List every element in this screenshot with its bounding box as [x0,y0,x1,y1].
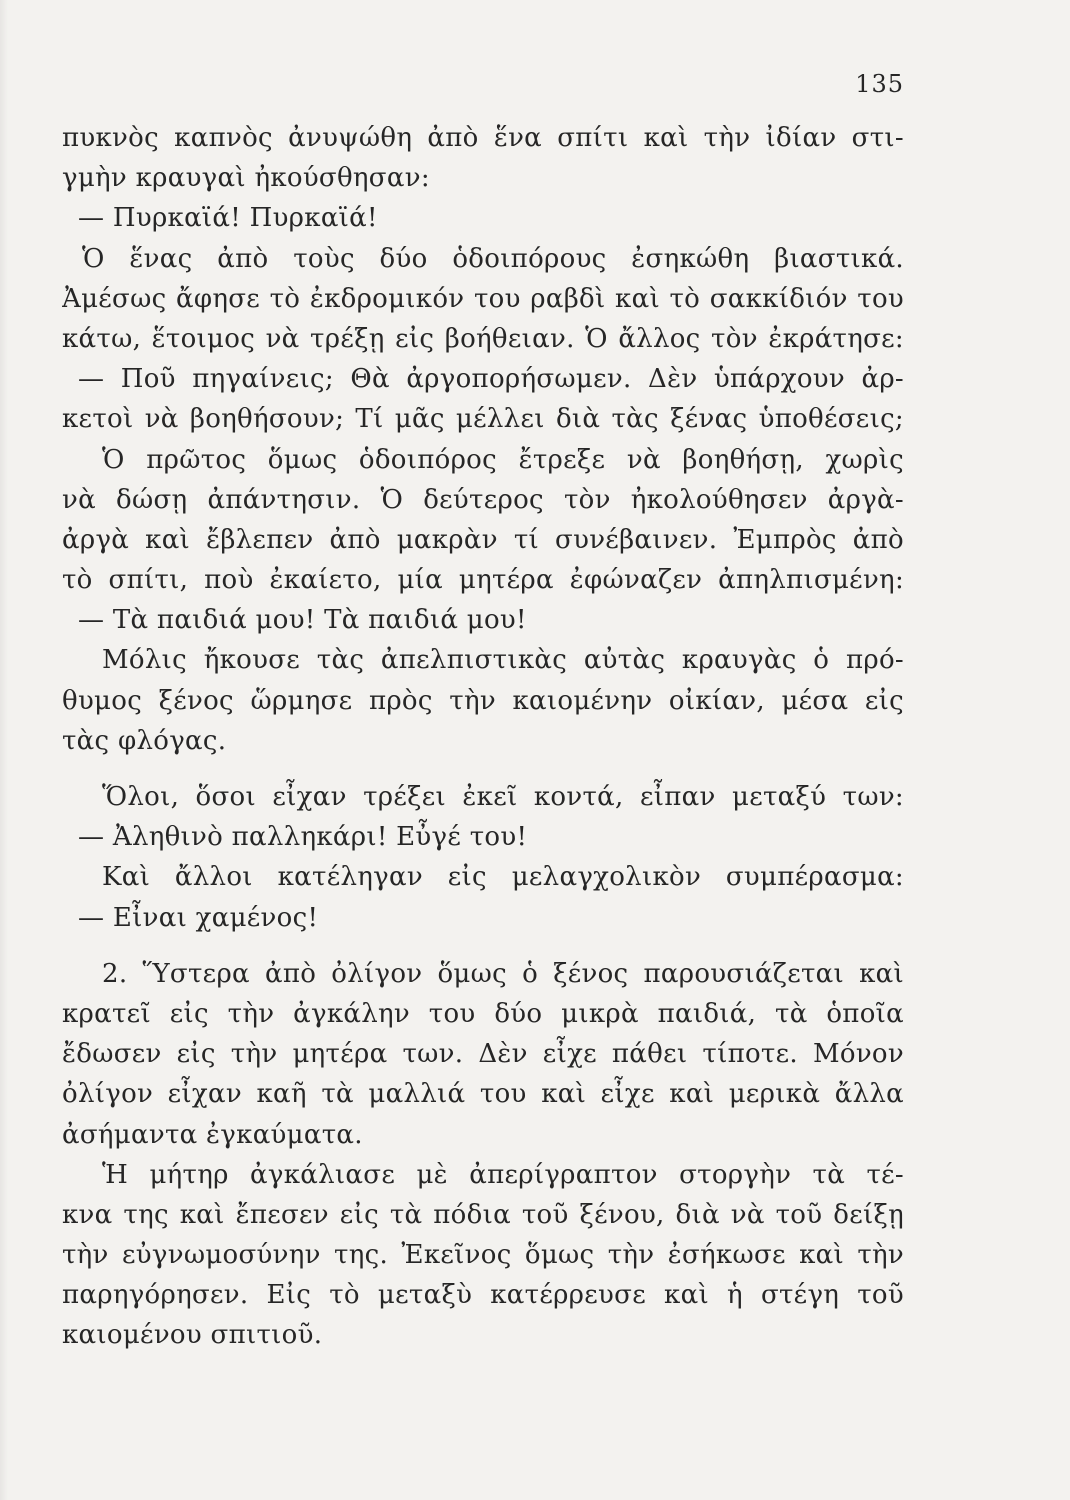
text-line: 2. Ὕστερα ἀπὸ ὀλίγον ὅμως ὁ ξένος παρουσιάζεται καὶ [102,958,904,989]
text-line: κετοὶ νὰ βοηθήσουν; Τί μᾶς μέλλει διὰ τὰς ξένας ὑποθέσεις; [62,404,904,435]
text-line: πυκνὸς καπνὸς ἀνυψώθη ἀπὸ ἕνα σπίτι καὶ τὴν ἰδίαν στι- [62,123,904,153]
text-line: Ὁ πρῶτος ὅμως ὁδοιπόρος ἔτρεξε νὰ βοηθήσῃ, χωρὶς [102,444,904,475]
text-line: κάτω, ἕτοιμος νὰ τρέξῃ εἰς βοήθειαν. Ὁ ἄλλος τὸν ἐκράτησε: [62,323,904,354]
text-line: — Πυρκαϊά! Πυρκαϊά! [78,203,378,234]
text-line: ἔδωσεν εἰς τὴν μητέρα των. Δὲν εἶχε πάθει τίποτε. Μόνον [62,1039,904,1070]
text-line: Καὶ ἄλλοι κατέληγαν εἰς μελαγχολικὸν συμπέρασμα: [102,862,904,893]
text-line: Ἀμέσως ἄφησε τὸ ἐκδρομικόν του ραβδὶ καὶ τὸ σακκίδιόν του [62,283,904,314]
text-line: ἀργὰ καὶ ἔβλεπεν ἀπὸ μακρὰν τί συνέβαινεν. Ἐμπρὸς ἀπὸ [62,524,904,555]
text-line: κρατεῖ εἰς τὴν ἀγκάλην του δύο μικρὰ παιδιά, τὰ ὁποῖα [62,998,904,1029]
text-line: καιομένου σπιτιοῦ. [62,1320,323,1351]
page-edge-shadow [0,0,8,1500]
text-line: Μόλις ἤκουσε τὰς ἀπελπιστικὰς αὐτὰς κραυγὰς ὁ πρό- [102,645,904,676]
text-line: τὸ σπίτι, ποὺ ἐκαίετο, μία μητέρα ἐφώναζεν ἀπηλπισμένη: [62,565,904,596]
text-line: — Ἀληθινὸ παλληκάρι! Εὖγέ του! [78,822,528,853]
text-line: — Τὰ παιδιά μου! Τὰ παιδιά μου! [78,605,527,636]
text-line: παρηγόρησεν. Εἰς τὸ μεταξὺ κατέρρευσε καὶ ἡ στέγη τοῦ [62,1280,904,1311]
text-line: Ἡ μήτηρ ἀγκάλιασε μὲ ἀπερίγραπτον στοργὴν τὰ τέ- [102,1159,904,1190]
text-line: κνα της καὶ ἔπεσεν εἰς τὰ πόδια τοῦ ξένου, διὰ νὰ τοῦ δείξῃ [62,1199,904,1230]
text-line: Ὅλοι, ὅσοι εἶχαν τρέξει ἐκεῖ κοντά, εἶπαν μεταξύ των: [102,782,904,812]
text-line: Ὁ ἕνας ἀπὸ τοὺς δύο ὁδοιπόρους ἐσηκώθη βιαστικά. [82,243,904,274]
text-line: τὴν εὐγνωμοσύνην της. Ἐκεῖνος ὅμως τὴν ἐσήκωσε καὶ τὴν [62,1240,904,1271]
text-line: τὰς φλόγας. [62,725,227,756]
page-number: 135 [855,70,904,98]
text-line: — Εἶναι χαμένος! [78,902,319,933]
text-line: ὀλίγον εἶχαν καῆ τὰ μαλλιά του καὶ εἶχε καὶ μερικὰ ἄλλα [62,1079,904,1110]
text-line: θυμος ξένος ὥρμησε πρὸς τὴν καιομένην οἰκίαν, μέσα εἰς [62,685,904,716]
text-line: ἀσήμαντα ἐγκαύματα. [62,1119,363,1150]
body-text [62,118,904,1356]
text-line: γμὴν κραυγαὶ ἠκούσθησαν: [62,163,430,194]
text-line: νὰ δώσῃ ἀπάντησιν. Ὁ δεύτερος τὸν ἠκολούθησεν ἀργὰ- [62,484,904,515]
text-line: — Ποῦ πηγαίνεις; Θὰ ἀργοπορήσωμεν. Δὲν ὑπάρχουν ἀρ- [78,364,904,395]
